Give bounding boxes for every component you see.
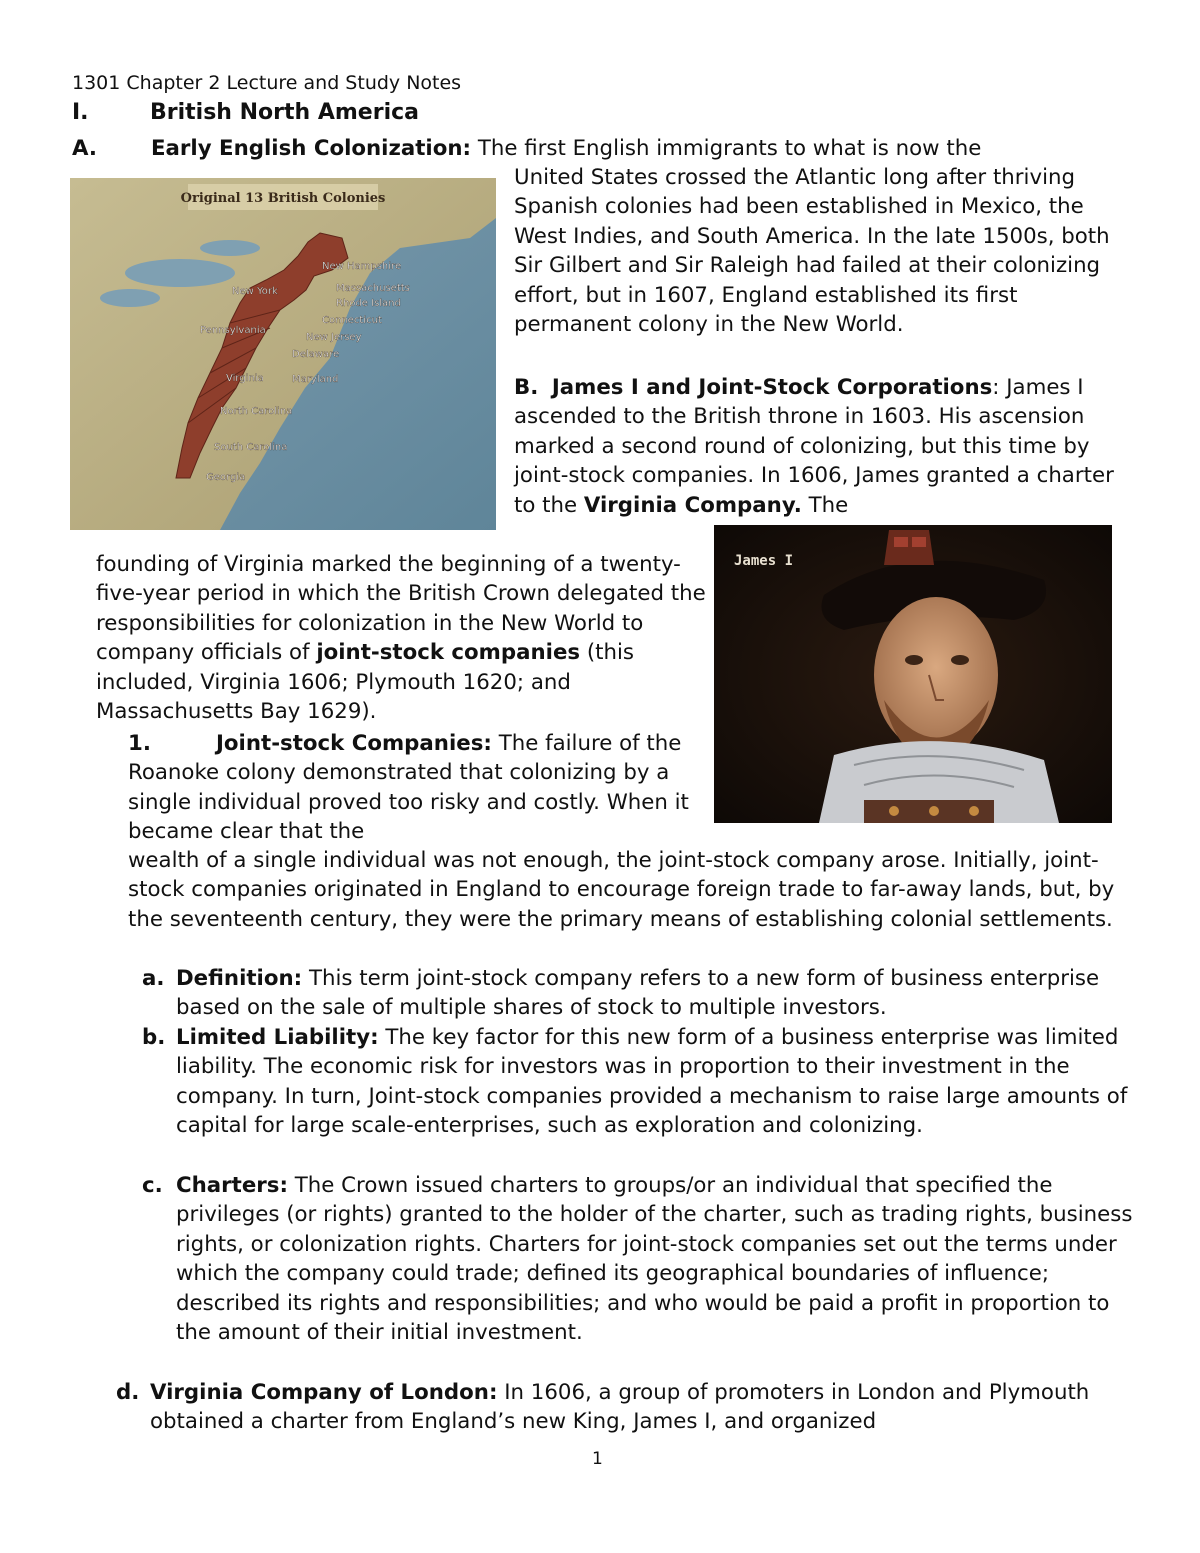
map-label-virginia: Virginia xyxy=(226,373,264,384)
section-title: British North America xyxy=(150,100,419,125)
section-b-number: B. xyxy=(514,375,539,400)
section-b-joint-stock: joint-stock companies xyxy=(316,640,581,666)
document-title: 1301 Chapter 2 Lecture and Study Notes xyxy=(72,72,462,94)
list-item-label: c. xyxy=(142,1173,163,1198)
list-item-definition xyxy=(142,964,1142,1023)
section-b-text-3: founding of Virginia marked the beginning of a twenty-five-year period in which the British Crown delegated the responsibilities for colonization in the New World to company officials of xyxy=(96,552,706,666)
list-item-label: a. xyxy=(142,966,165,991)
map-label-maryland: Maryland xyxy=(292,374,339,385)
section-b-colon: : xyxy=(992,375,1000,400)
section-a-heading-line xyxy=(72,134,1132,163)
section-b-text-4: (this included, Virginia 1606; Plymouth 1620; and Massachusetts Bay 1629). xyxy=(96,640,635,725)
map-label-georgia: Georgia xyxy=(206,472,246,483)
section-number: I. xyxy=(72,100,89,125)
colonies-map-image xyxy=(70,178,496,530)
item-1-continued: wealth of a single individual was not enough, the joint-stock company arose. Initially, joint-stock companies originated in England to encourage foreign trade to far-away lands, but, by the seventeenth century, they were the primary means of establishing colonial settlements. xyxy=(128,848,1115,932)
list-item-text: This term joint-stock company refers to a new form of business enterprise based on the sale of multiple shares of stock to multiple investors. xyxy=(176,966,1100,1021)
map-title: Original 13 British Colonies xyxy=(180,191,386,206)
map-label-north-carolina: North Carolina xyxy=(220,406,293,417)
map-label-new-jersey: New Jersey xyxy=(306,332,362,343)
list-item-heading: Charters: xyxy=(176,1173,288,1198)
map-label-massachusetts: Massachusetts xyxy=(336,283,410,294)
item-1-number: 1. xyxy=(128,731,151,756)
list-item-heading: Limited Liability: xyxy=(176,1025,379,1050)
map-label-new-york: New York xyxy=(232,286,278,297)
section-b-virginia-company: Virginia Company. xyxy=(583,492,802,518)
list-item-virginia-company-of-london xyxy=(116,1378,1146,1437)
section-b-text-1: James I ascended to the British throne in 1603. His ascension marked a second round of colonizing, but this time by joint-stock companies. In 1606, James granted a charter to the xyxy=(514,375,1114,518)
list-item-text: The key factor for this new form of a business enterprise was limited liability. The economic risk for investors was in proportion to their investment in the company. In turn, Joint-stock companies provided a mechanism to raise large amounts of capital for large scale-enterprises, such as exploration and colonizing. xyxy=(176,1025,1128,1139)
item-1-text-1: The failure of the Roanoke colony demonstrated that colonizing by a single individual proved too risky and costly. When it became clear that the xyxy=(128,731,689,845)
james-i-portrait-image xyxy=(714,525,1112,823)
list-item-label: b. xyxy=(142,1025,166,1050)
section-a-number: A. xyxy=(72,136,97,161)
list-item-charters xyxy=(142,1171,1142,1347)
portrait-caption: James I xyxy=(734,553,794,569)
section-b-title: James I and Joint-Stock Corporations xyxy=(551,375,993,400)
map-label-south-carolina: South Carolina xyxy=(214,442,288,453)
section-b-text-2: The xyxy=(808,492,849,518)
section-b xyxy=(514,373,1134,520)
list-item-text: The Crown issued charters to groups/or an individual that specified the privileges (or rights) granted to the holder of the charter, such as trading rights, business rights, or colonization rights. Charters for joint-stock companies set out the terms under which the company could trade; defined its geographical boundaries of influence; described its rights and responsibilities; and who would be paid a profit in proportion to the amount of their initial investment. xyxy=(176,1173,1133,1346)
list-item-text: In 1606, a group of promoters in London and Plymouth obtained a charter from England’s new King, James I, and organized xyxy=(150,1380,1090,1435)
map-label-delaware: Delaware xyxy=(292,349,340,360)
section-b-continued xyxy=(96,550,706,726)
section-a-title: Early English Colonization: xyxy=(151,136,472,161)
section-a-first-line: The first English immigrants to what is now the xyxy=(477,136,982,161)
section-a-body: United States crossed the Atlantic long after thriving Spanish colonies had been established in Mexico, the West Indies, and South America. In the late 1500s, both Sir Gilbert and Sir Raleigh had failed at their colonizing effort, but in 1607, England established its first permanent colony in the New World. xyxy=(514,165,1110,338)
map-label-pennsylvania: Pennsylvania xyxy=(200,325,266,336)
list-item-heading: Virginia Company of London: xyxy=(150,1380,498,1405)
item-1 xyxy=(128,729,704,847)
item-1-title: Joint-stock Companies: xyxy=(216,731,492,756)
section-heading-british-north-america xyxy=(72,98,419,128)
map-label-new-hampshire: New Hampshire xyxy=(322,261,402,272)
map-label-connecticut: Connecticut xyxy=(322,315,382,326)
list-item-heading: Definition: xyxy=(176,966,303,991)
list-item-label: d. xyxy=(116,1380,140,1405)
page-number: 1 xyxy=(592,1449,603,1469)
list-item-limited-liability xyxy=(142,1023,1142,1141)
map-label-rhode-island: Rhode Island xyxy=(336,298,401,309)
